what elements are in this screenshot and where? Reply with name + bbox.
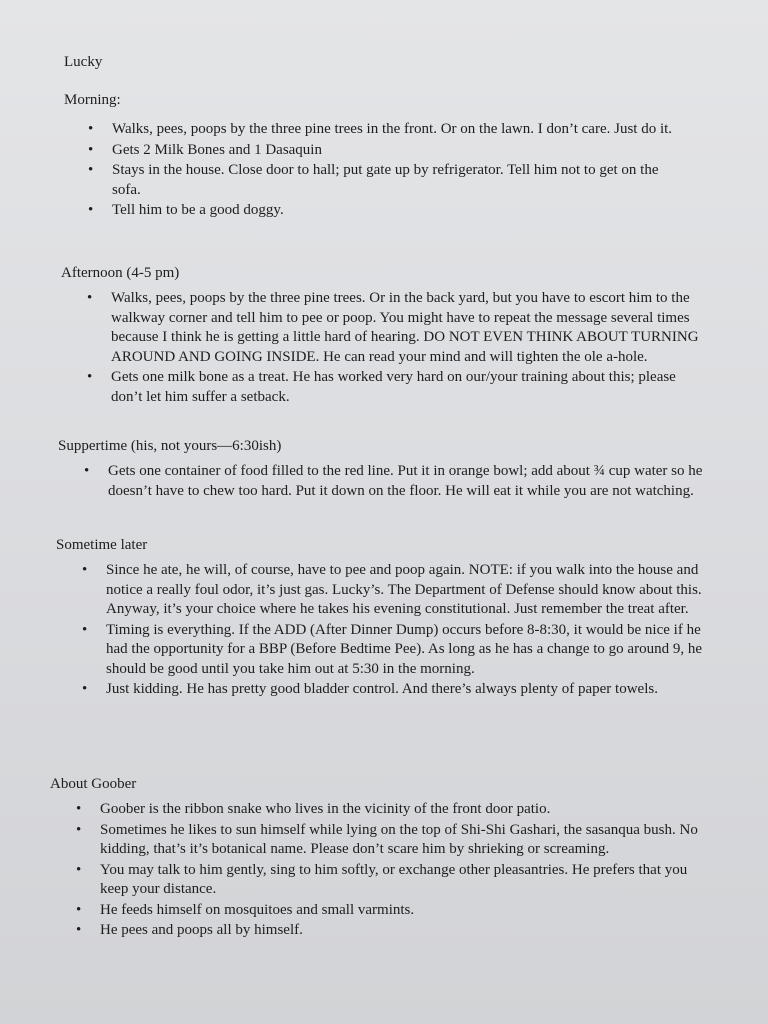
section-heading: Suppertime (his, not yours—6:30ish) xyxy=(58,438,282,454)
section-morning xyxy=(64,90,684,222)
list-item: • Gets one milk bone as a treat. He has worked very hard on our/your training about this; please don’t let him suffer a setback. xyxy=(111,368,701,407)
section-sometime-later xyxy=(56,535,706,701)
bullet-list xyxy=(58,462,703,501)
section-heading: Afternoon (4-5 pm) xyxy=(61,265,180,281)
bullet-list xyxy=(56,561,706,700)
list-item: • Walks, pees, poops by the three pine trees. Or in the back yard, but you have to escort him to the walkway corner and tell him to pee or poop. You might have to repeat the message several times because I think he is getting a little hard of hearing. DO NOT EVEN THINK ABOUT TURNING AROUND AND GOING INSIDE. He can read your mind and will tighten the ole a-hole. xyxy=(111,289,701,367)
section-afternoon xyxy=(61,263,701,408)
section-heading: Sometime later xyxy=(56,537,148,553)
list-item: • Walks, pees, poops by the three pine trees in the front. Or on the lawn. I don’t care. Just do it. xyxy=(112,120,684,140)
section-heading: Morning: xyxy=(64,92,121,108)
bullet-list xyxy=(50,800,710,941)
list-item: • He feeds himself on mosquitoes and small varmints. xyxy=(100,901,710,921)
bullet-list xyxy=(64,120,684,221)
list-item: • Sometimes he likes to sun himself while lying on the top of Shi-Shi Gashari, the sasanqua bush. No kidding, that’s it’s botanical name. Please don’t scare him by shrieking or screaming. xyxy=(100,821,710,860)
bullet-list xyxy=(61,289,701,407)
list-item: • Gets one container of food filled to the red line. Put it in orange bowl; add about ¾ cup water so he doesn’t have to chew too hard. Put it down on the floor. He will eat it while you are not watching. xyxy=(108,462,703,501)
section-suppertime xyxy=(58,436,703,502)
document-title: Lucky xyxy=(64,54,103,70)
list-item: • Just kidding. He has pretty good bladder control. And there’s always plenty of paper towels. xyxy=(106,680,706,700)
list-item: • Goober is the ribbon snake who lives in the vicinity of the front door patio. xyxy=(100,800,710,820)
list-item: • Gets 2 Milk Bones and 1 Dasaquin xyxy=(112,141,684,161)
list-item: • He pees and poops all by himself. xyxy=(100,921,710,941)
list-item: • Tell him to be a good doggy. xyxy=(112,201,684,221)
section-heading: About Goober xyxy=(50,776,137,792)
list-item: • You may talk to him gently, sing to him softly, or exchange other pleasantries. He prefers that you keep your distance. xyxy=(100,861,710,900)
list-item: • Stays in the house. Close door to hall; put gate up by refrigerator. Tell him not to get on the sofa. xyxy=(112,161,684,200)
list-item: • Since he ate, he will, of course, have to pee and poop again. NOTE: if you walk into the house and notice a really foul odor, it’s just gas. Lucky’s. The Department of Defense should know about this. Anyway, it’s your choice where he takes his evening constitutional. Just remember the treat after. xyxy=(106,561,706,620)
list-item: • Timing is everything. If the ADD (After Dinner Dump) occurs before 8-8:30, it would be nice if he had the opportunity for a BBP (Before Bedtime Pee). As long as he has a change to go around 9, he should be good until you take him out at 5:30 in the morning. xyxy=(106,621,706,680)
section-about-goober xyxy=(50,774,710,942)
